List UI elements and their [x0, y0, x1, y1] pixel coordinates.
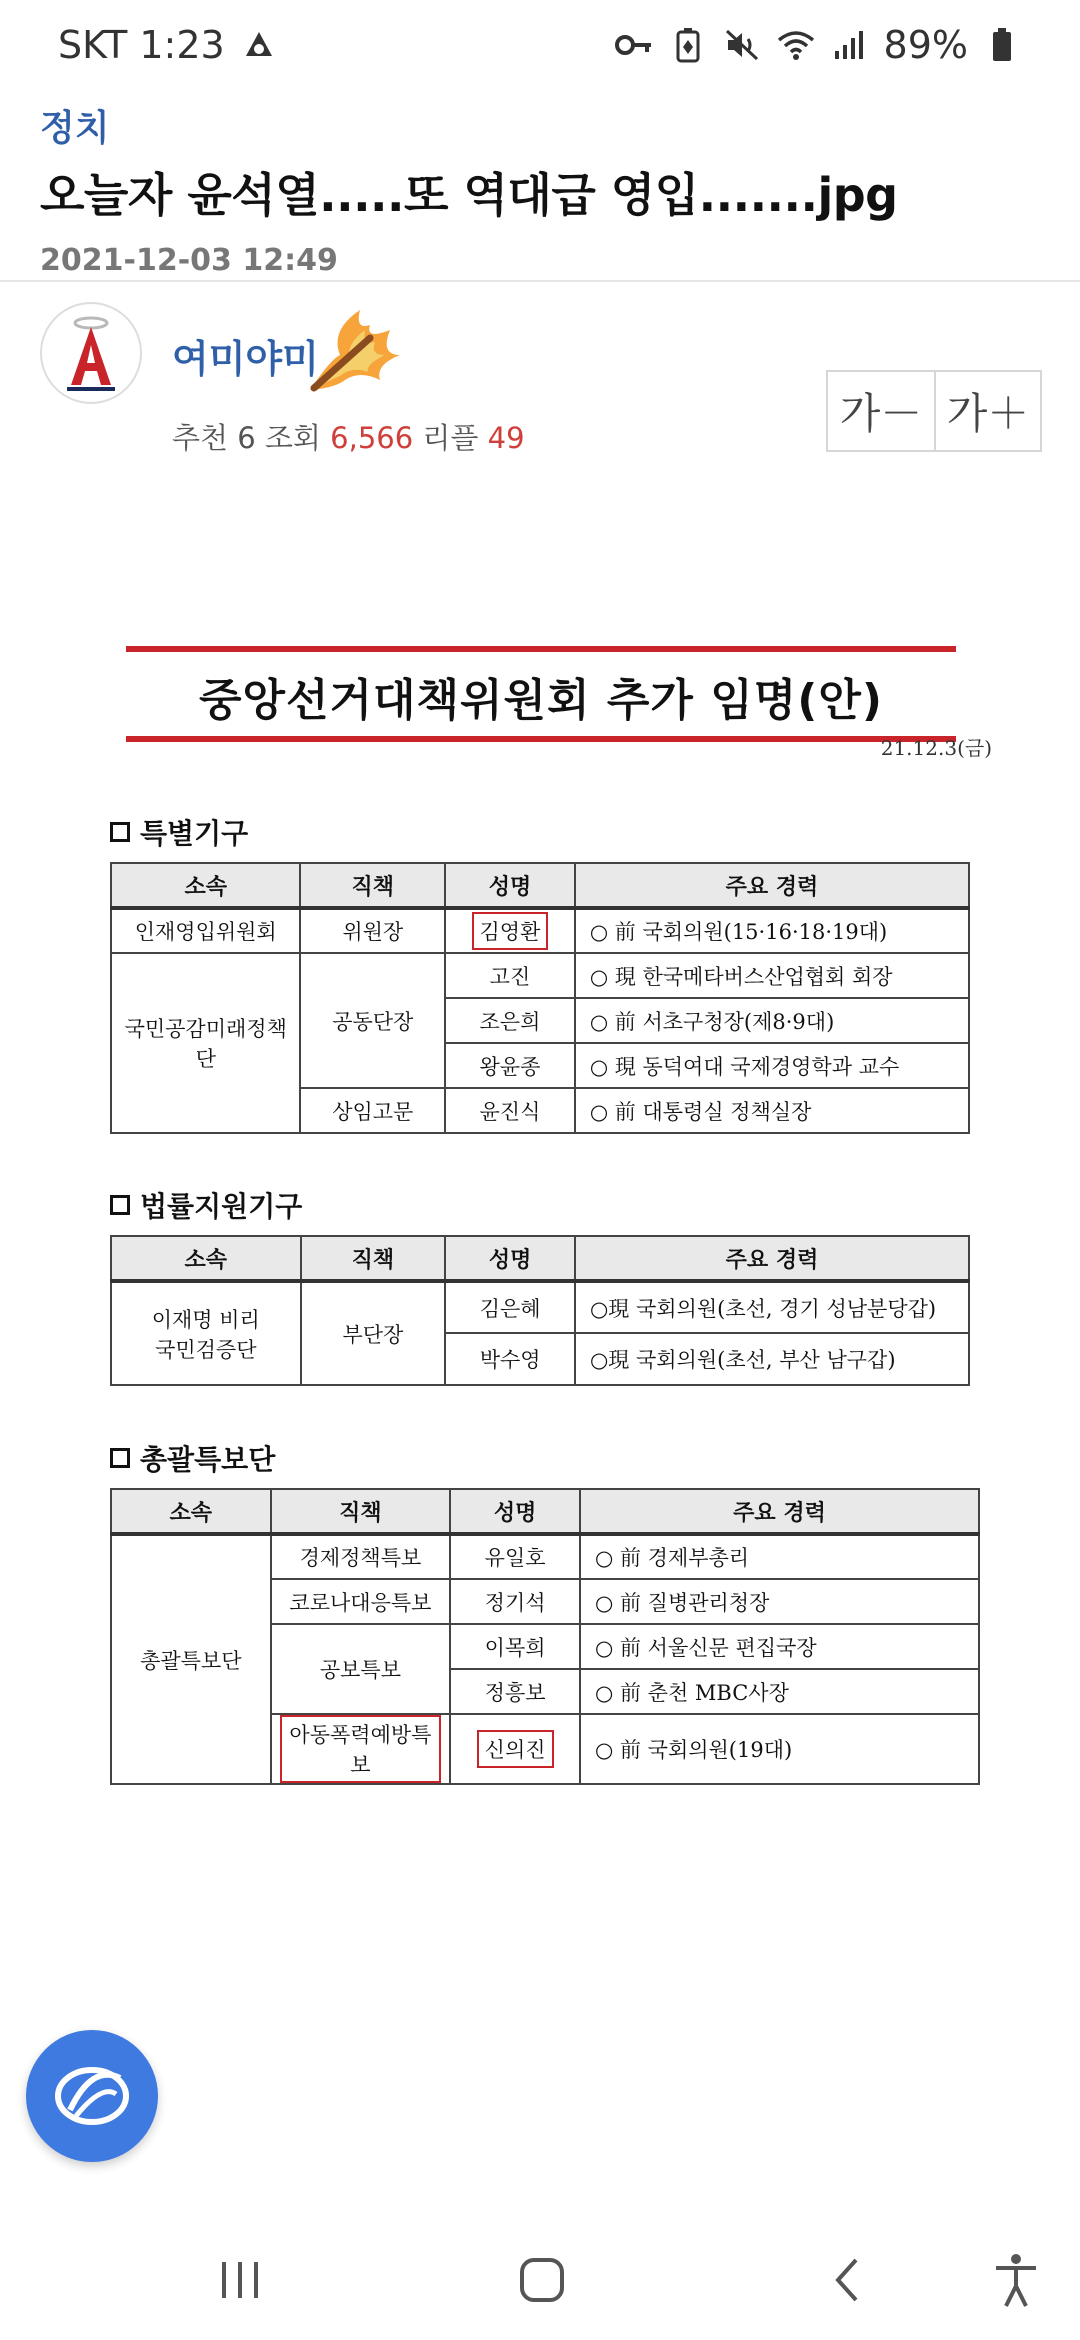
cell-position: 부단장: [301, 1281, 446, 1385]
cell-career: ○現 국회의원(초선, 경기 성남분당갑): [575, 1281, 969, 1333]
header-name: 성명: [445, 863, 575, 908]
cell-career: ○ 前 국회의원(19대): [580, 1714, 979, 1784]
back-button[interactable]: [818, 2250, 878, 2310]
header-affiliation: 소속: [111, 1236, 301, 1281]
table-special-aides: [110, 1488, 980, 1785]
highlighted-position: 아동폭력예방특보: [280, 1715, 442, 1783]
cell-name: 박수영: [445, 1333, 575, 1385]
recent-apps-icon: [216, 2258, 264, 2302]
table-special: [110, 862, 970, 1134]
font-decrease-button[interactable]: 가－: [839, 389, 923, 438]
header-affiliation: 소속: [111, 1489, 271, 1534]
highlighted-name: 김영환: [472, 912, 549, 950]
header-career: 주요 경력: [580, 1489, 979, 1534]
table-row: [111, 1281, 969, 1333]
table-legal: [110, 1235, 970, 1386]
recommend-count: 6: [237, 421, 256, 455]
author-name[interactable]: 여미야미: [172, 337, 319, 381]
header-affiliation: 소속: [111, 863, 300, 908]
accessibility-icon: [992, 2252, 1040, 2308]
cell-name: 고진: [445, 953, 575, 998]
cell-name: 윤진식: [445, 1088, 575, 1133]
wifi-icon: [776, 25, 816, 65]
key-icon: [614, 25, 654, 65]
accessibility-button[interactable]: [986, 2250, 1046, 2310]
table-header-row: [111, 1236, 969, 1281]
cell-name: 조은희: [445, 998, 575, 1043]
home-button[interactable]: [512, 2250, 572, 2310]
section-heading-text: 총괄특보단: [140, 1443, 276, 1476]
cell-name: 김은혜: [445, 1281, 575, 1333]
cell-affiliation: 국민공감미래정책단: [111, 953, 300, 1133]
status-bar: [0, 0, 1080, 90]
font-size-controls: [826, 370, 1042, 452]
table-header-row: [111, 1489, 979, 1534]
section-heading-special-aides: [110, 1438, 275, 1478]
highlighted-name: 신의진: [477, 1730, 554, 1768]
header-position: 직책: [301, 1236, 446, 1281]
battery-icon: [982, 25, 1022, 65]
document-image: [80, 630, 1000, 1780]
cell-position: 상임고문: [300, 1088, 445, 1133]
cell-name: 정흥보: [450, 1669, 580, 1714]
header-career: 주요 경력: [575, 863, 969, 908]
cell-position: 공동단장: [300, 953, 445, 1088]
cell-position: 위원장: [300, 908, 445, 953]
replies-count: 49: [487, 421, 525, 455]
section-heading-special: [110, 812, 248, 852]
section-heading-legal: [110, 1185, 302, 1225]
cell-name: 이목희: [450, 1624, 580, 1669]
cell-position: 코로나대응특보: [271, 1579, 451, 1624]
header-name: 성명: [445, 1236, 575, 1281]
carrier-time: SKT 1:23: [58, 23, 225, 67]
affiliation-line: 국민검증단: [155, 1337, 257, 1362]
back-icon: [828, 2254, 868, 2306]
browser-logo-icon: [50, 2054, 134, 2138]
document-title-block: [126, 646, 956, 742]
signal-icon: [830, 25, 870, 65]
cell-career: ○ 前 질병관리청장: [580, 1579, 979, 1624]
avatar[interactable]: [40, 302, 142, 404]
cell-career: ○ 現 동덕여대 국제경영학과 교수: [575, 1043, 969, 1088]
header-divider: [0, 280, 1080, 282]
cell-name: [450, 1714, 580, 1784]
recent-apps-button[interactable]: [210, 2250, 270, 2310]
system-nav-bar: [0, 2220, 1080, 2340]
post-title: 오늘자 윤석열.....또 역대급 영입.......jpg: [40, 168, 898, 222]
table-header-row: [111, 863, 969, 908]
cell-career: ○ 前 서초구청장(제8·9대): [575, 998, 969, 1043]
category-link[interactable]: 정치: [40, 108, 110, 149]
home-icon: [516, 2254, 568, 2306]
table-row: [111, 1534, 979, 1579]
cell-affiliation: 총괄특보단: [111, 1534, 271, 1784]
font-increase-button[interactable]: 가＋: [934, 372, 1040, 450]
battery-percent: 89%: [883, 23, 968, 67]
cell-career: ○ 現 한국메타버스산업협회 회장: [575, 953, 969, 998]
header-position: 직책: [300, 863, 445, 908]
document-date: 21.12.3(금): [880, 736, 992, 760]
recommend-label: 추천: [172, 421, 229, 455]
cell-affiliation: [111, 1281, 301, 1385]
fire-brush-badge-icon: [300, 300, 405, 400]
cell-career: ○ 前 춘천 MBC사장: [580, 1669, 979, 1714]
cell-career: ○ 前 서울신문 편집국장: [580, 1624, 979, 1669]
title-rule-bottom: [126, 736, 956, 742]
views-count: 6,566: [330, 421, 414, 455]
table-row: [111, 908, 969, 953]
floating-browser-button[interactable]: [26, 2030, 158, 2162]
views-label: 조회: [264, 421, 321, 455]
checkbox-icon: [110, 822, 130, 842]
section-heading-text: 법률지원기구: [140, 1190, 303, 1223]
angels-logo-icon: [49, 311, 133, 395]
cell-career: ○ 前 국회의원(15·16·18·19대): [575, 908, 969, 953]
cell-affiliation: 인재영입위원회: [111, 908, 300, 953]
cell-position: 공보특보: [271, 1624, 451, 1714]
section-heading-text: 특별기구: [140, 817, 249, 850]
checkbox-icon: [110, 1448, 130, 1468]
post-date: 2021-12-03 12:49: [40, 243, 338, 278]
cell-position: 경제정책특보: [271, 1534, 451, 1579]
mute-icon: [722, 25, 762, 65]
table-row: [111, 953, 969, 998]
header-career: 주요 경력: [575, 1236, 969, 1281]
battery-saver-icon: [668, 25, 708, 65]
header-position: 직책: [271, 1489, 451, 1534]
document-title: 중앙선거대책위원회 추가 임명(안): [199, 675, 883, 726]
cell-name: 정기석: [450, 1579, 580, 1624]
post-header: [40, 100, 1040, 278]
cell-position: [271, 1714, 451, 1784]
cell-name: 왕윤종: [445, 1043, 575, 1088]
cell-career: ○ 前 경제부총리: [580, 1534, 979, 1579]
checkbox-icon: [110, 1195, 130, 1215]
notification-icon: [239, 25, 279, 65]
replies-label: 리플: [422, 421, 479, 455]
post-stats: [172, 416, 525, 457]
header-name: 성명: [450, 1489, 580, 1534]
cell-career: ○現 국회의원(초선, 부산 남구갑): [575, 1333, 969, 1385]
cell-name: [445, 908, 575, 953]
cell-name: 유일호: [450, 1534, 580, 1579]
cell-career: ○ 前 대통령실 정책실장: [575, 1088, 969, 1133]
affiliation-line: 이재명 비리: [151, 1307, 260, 1332]
